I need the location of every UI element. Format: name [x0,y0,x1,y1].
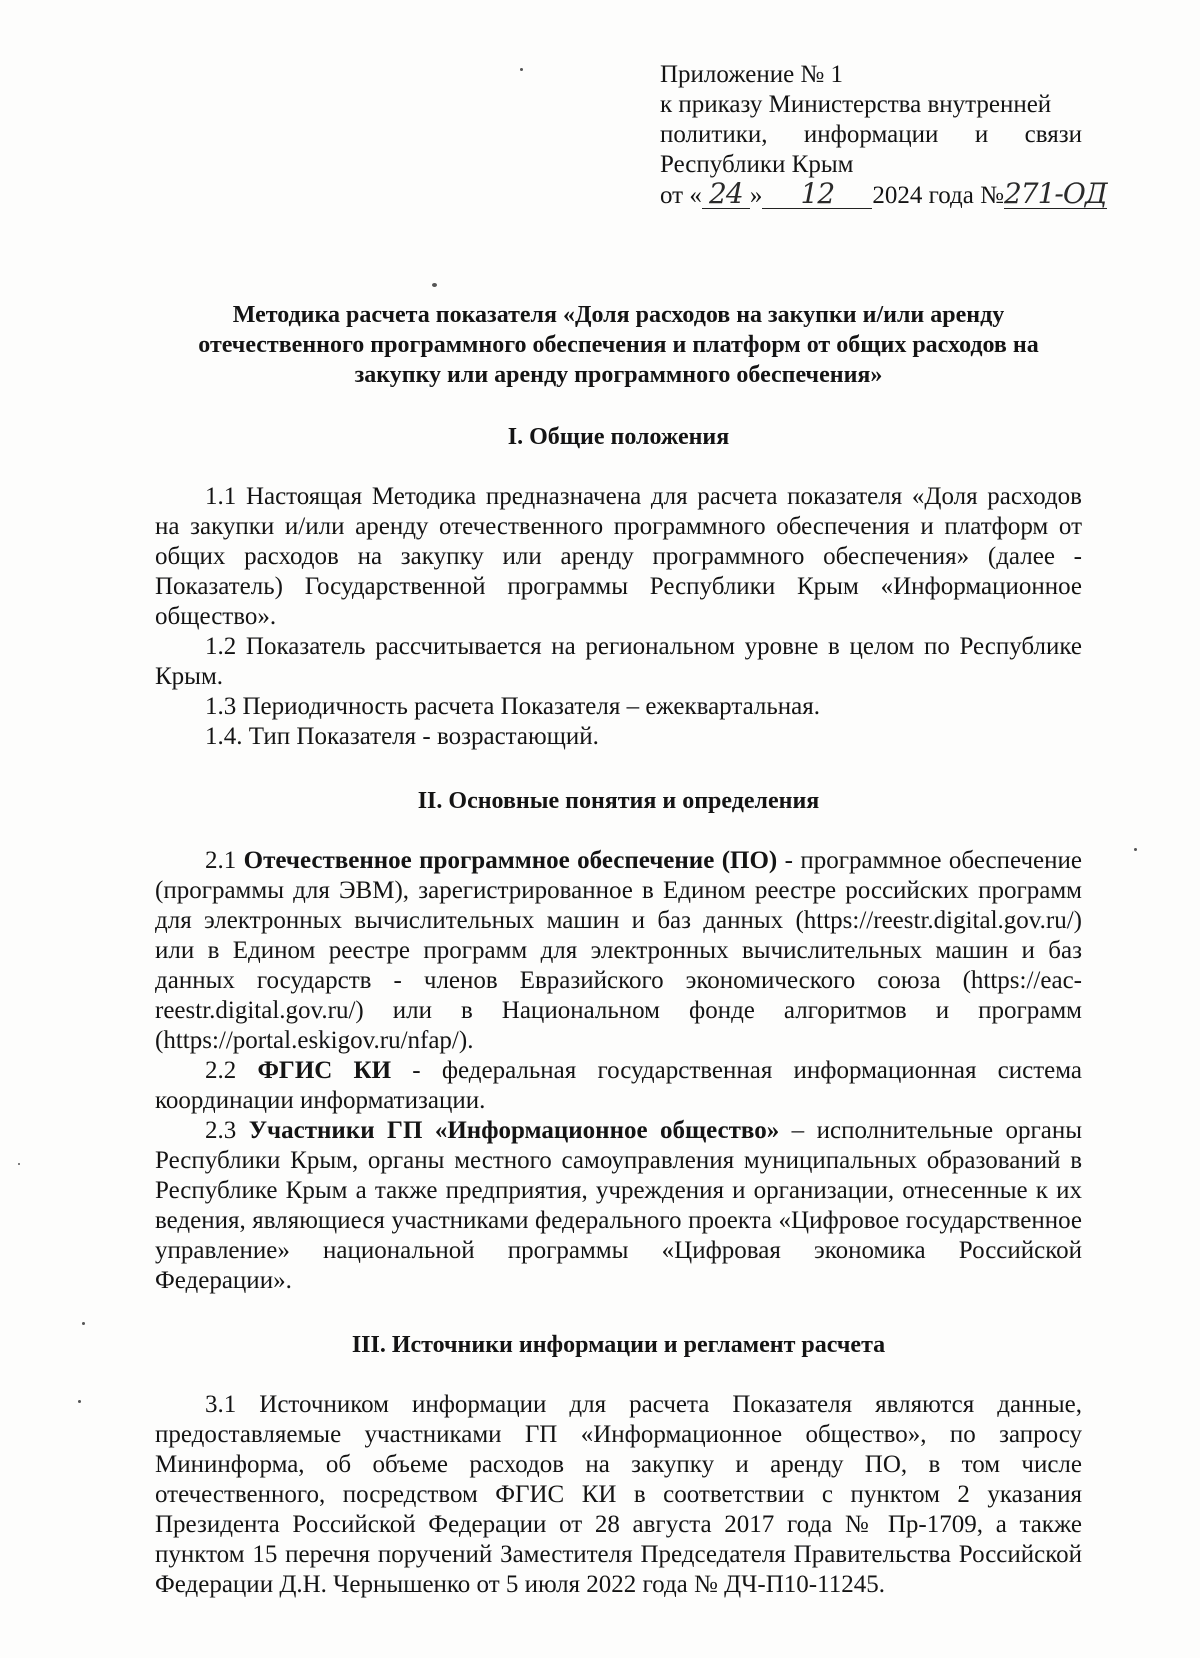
paragraph-2-2: 2.2 ФГИС КИ - федеральная государственная информационная система координации информатизации. [155,1057,1083,1114]
paragraph-1-3: 1.3 Периодичность расчета Показателя – ежеквартальная. [205,693,821,720]
appendix-date-line: от « 24 » 12 2024 года №271-ОД [660,177,1107,210]
scan-speck [78,1400,81,1403]
scan-speck [1134,848,1137,851]
appendix-header [660,60,1107,211]
term-fgis-ki: ФГИС КИ [257,1057,392,1084]
scan-speck [520,68,523,71]
section-heading-3: III. Источники информации и регламент расчета [351,1332,886,1358]
appendix-republic: Республики Крым [660,151,854,178]
date-day-handwritten: 24 [702,180,750,209]
paragraph-3-1: 3.1 Источником информации для расчета Показателя являются данные, предоставляемые участниками ГП «Информационное общество», по запросу Мининформа, об объеме расходов на закупку и аренду ПО, в том числе отечественного, посредством ФГИС КИ в соответствии с пунктом 2 указания Президента Российской Федерации от 28 августа 2017 года № Пр-1709, а также пунктом 15 перечня поручений Заместителя Председателя Правительства Российской Федерации Д.Н. Чернышенко от 5 июля 2022 года № ДЧ-П10-11245. [155,1391,1082,1598]
scan-speck [82,1322,85,1325]
scan-speck [432,283,437,287]
paragraph-1-2: 1.2 Показатель рассчитывается на региональном уровне в целом по Республике Крым. [155,633,1082,690]
section-heading-1: I. Общие положения [507,424,730,450]
scan-speck [18,1163,20,1165]
date-month-handwritten: 12 [762,180,872,209]
paragraph-2-1: 2.1 Отечественное программное обеспечение (ПО) - программное обеспечение (программы для ЭВМ), зарегистрированное в Едином реестре российских программ для электронных вычислительных машин и баз данных (https://reestr.digital.gov.ru/) или в Едином реестре программ для электронных вычислительных машин и баз данных государств - членов Евразийского экономического союза (https://eac-reestr.digital.gov.ru/) или в Национальном фонде алгоритмов и программ (https://portal.eskigov.ru/nfap/). [155,847,1083,1054]
appendix-ministry-line: политики, информации и связи [660,121,1082,148]
paragraph-1-4: 1.4. Тип Показателя - возрастающий. [205,723,599,750]
document-body [155,300,1082,1600]
appendix-order-ref: к приказу Министерства внутренней [660,91,1052,118]
order-number-handwritten: 271-ОД [1003,177,1107,210]
paragraph-1-1: 1.1 Настоящая Методика предназначена для расчета показателя «Доля расходов на закупки и/или аренду отечественного программного обеспечения и платформ от общих расходов на закупку или аренду программного обеспечения» (далее - Показатель) Государственной программы Республики Крым «Информационное общество». [155,483,1082,630]
term-program-participants: Участники ГП «Информационное общество» [248,1117,780,1144]
section-heading-2: II. Основные понятия и определения [417,788,820,814]
appendix-number: Приложение № 1 [660,61,844,88]
paragraph-2-3: 2.3 Участники ГП «Информационное общество» – исполнительные органы Республики Крым, органы местного самоуправления муниципальных образований в Республике Крым а также предприятия, учреждения и организации, отнесенные к их ведения, являющиеся участниками федерального проекта «Цифровое государственное управление» национальной программы «Цифровая экономика Российской Федерации». [155,1117,1083,1294]
document-title: Методика расчета показателя «Доля расходов на закупки и/или аренду отечественного программного обеспечения и платформ от общих расходов на закупку или аренду программного обеспечения» [198,302,1039,388]
term-domestic-software: Отечественное программное обеспечение (ПО) [243,847,778,874]
